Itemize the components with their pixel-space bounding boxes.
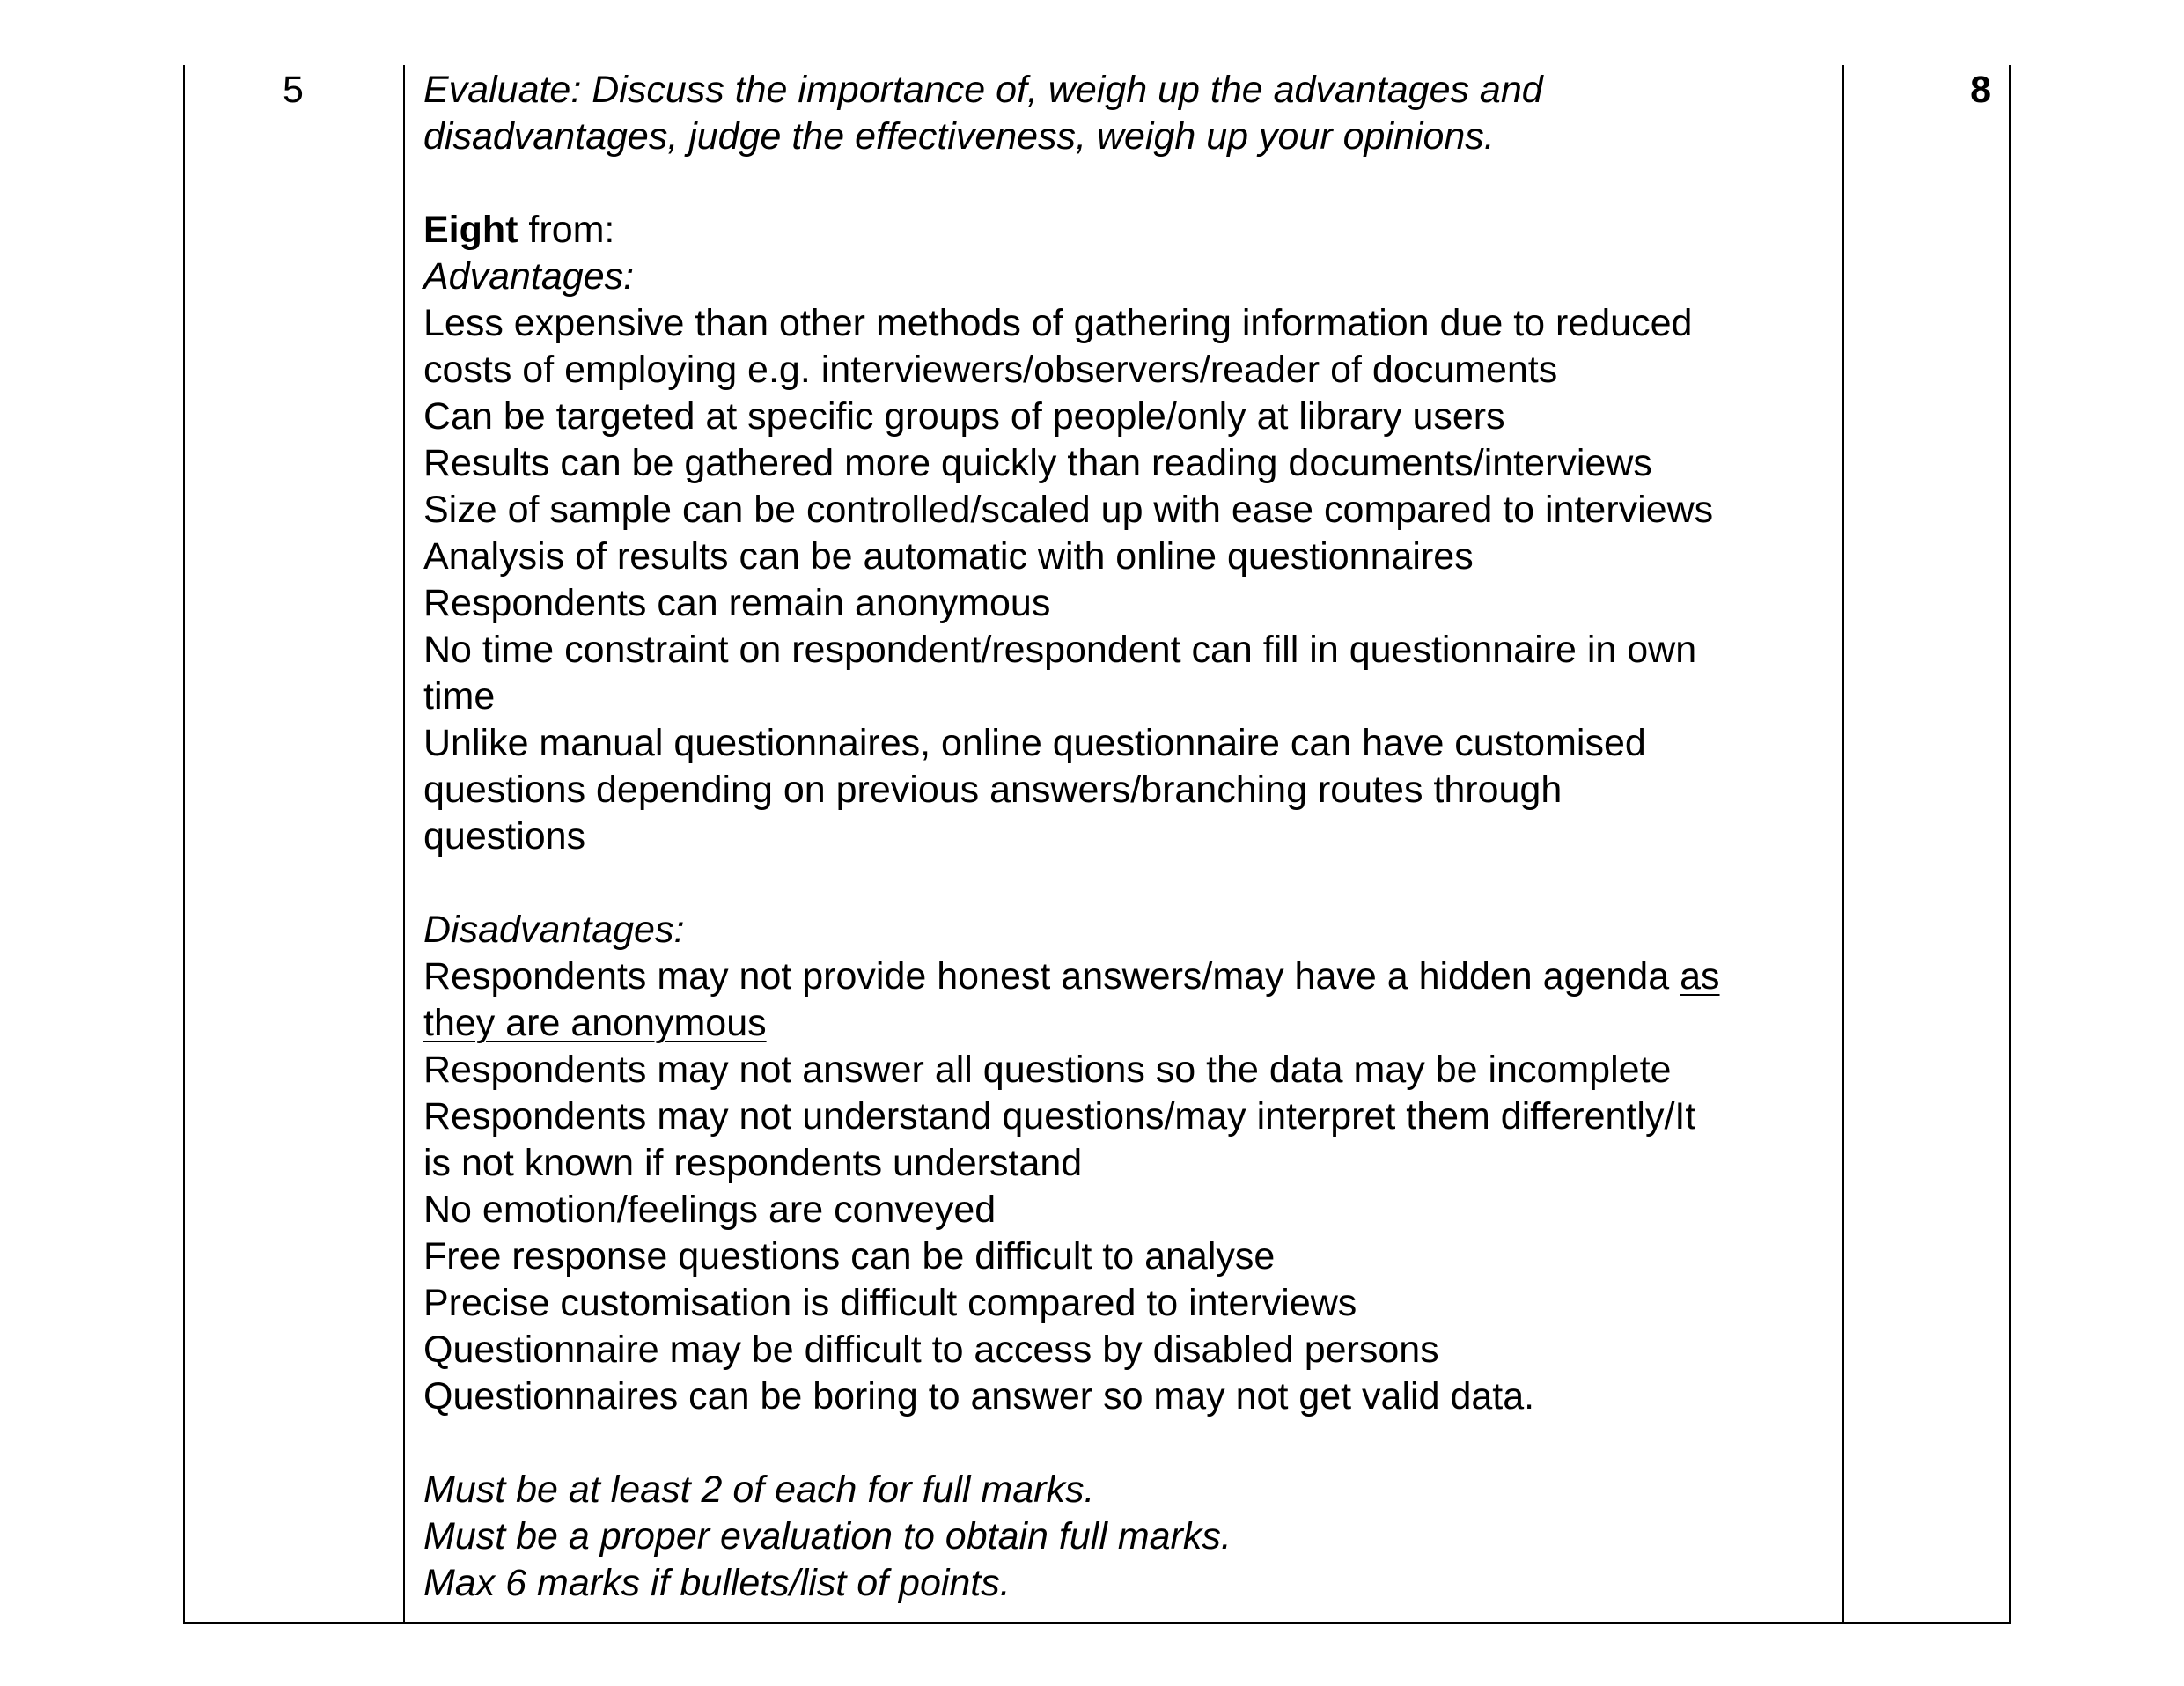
eight-bold: Eight (423, 209, 518, 251)
column-divider (403, 65, 405, 1624)
advantage-line: Respondents can remain anonymous (423, 582, 1051, 624)
advantage-line: time (423, 675, 496, 718)
mark-scheme-table (183, 65, 2009, 1624)
question-number: 5 (283, 69, 304, 111)
advantage-line: Can be targeted at specific groups of people/only at library users (423, 395, 1505, 438)
eight-from-line (423, 207, 1832, 254)
table-left-border (183, 65, 185, 1624)
disadvantage-line (423, 953, 1832, 1000)
guidance-note: Max 6 marks if bullets/list of points. (423, 1562, 1011, 1604)
disadvantage-line: No emotion/feelings are conveyed (423, 1189, 996, 1231)
disadvantages-heading: Disadvantages: (423, 909, 685, 951)
disadvantage-line: Free response questions can be difficult to analyse (423, 1235, 1276, 1277)
advantage-line: Size of sample can be controlled/scaled up with ease compared to interviews (423, 489, 1714, 531)
disadvantage-line: Questionnaires can be boring to answer so may not get valid data. (423, 1375, 1535, 1417)
answer-cell (423, 67, 1832, 1607)
marks-value: 8 (1970, 69, 1991, 111)
disadvantage-line: is not known if respondents understand (423, 1142, 1083, 1184)
advantage-line: costs of employing e.g. interviewers/observers/reader of documents (423, 349, 1558, 391)
guidance-note: Must be a proper evaluation to obtain full marks. (423, 1515, 1232, 1557)
advantage-line: questions depending on previous answers/branching routes through (423, 769, 1563, 811)
disadvantage-line: Questionnaire may be difficult to access by disabled persons (423, 1329, 1439, 1371)
disadvantage-line: Respondents may not answer all questions so the data may be incomplete (423, 1049, 1672, 1091)
underlined-text: as (1680, 955, 1720, 998)
guidance-note: Must be at least 2 of each for full marks. (423, 1469, 1095, 1511)
advantage-line: Results can be gathered more quickly than reading documents/interviews (423, 442, 1652, 484)
column-divider (1842, 65, 1844, 1624)
intro-line: disadvantages, judge the effectiveness, weigh up your opinions. (423, 115, 1495, 158)
disadvantage-line: Respondents may not understand questions/may interpret them differently/It (423, 1095, 1696, 1137)
advantage-line: Analysis of results can be automatic with online questionnaires (423, 535, 1474, 578)
advantage-line: Unlike manual questionnaires, online questionnaire can have customised (423, 722, 1646, 764)
advantage-line: Less expensive than other methods of gathering information due to reduced (423, 302, 1693, 344)
disadvantage-line: Precise customisation is difficult compared to interviews (423, 1282, 1357, 1324)
intro-line: Evaluate: Discuss the importance of, weigh up the advantages and (423, 69, 1543, 111)
advantage-line: No time constraint on respondent/respondent can fill in questionnaire in own (423, 629, 1697, 671)
disadvantage-line (423, 1000, 1832, 1047)
disadvantage-text: Respondents may not provide honest answers/may have a hidden agenda (423, 955, 1680, 998)
eight-rest: from: (518, 209, 615, 251)
table-right-border (2009, 65, 2011, 1624)
advantage-line: questions (423, 815, 586, 858)
advantages-heading: Advantages: (423, 255, 635, 298)
underlined-text: they are anonymous (423, 1002, 767, 1044)
